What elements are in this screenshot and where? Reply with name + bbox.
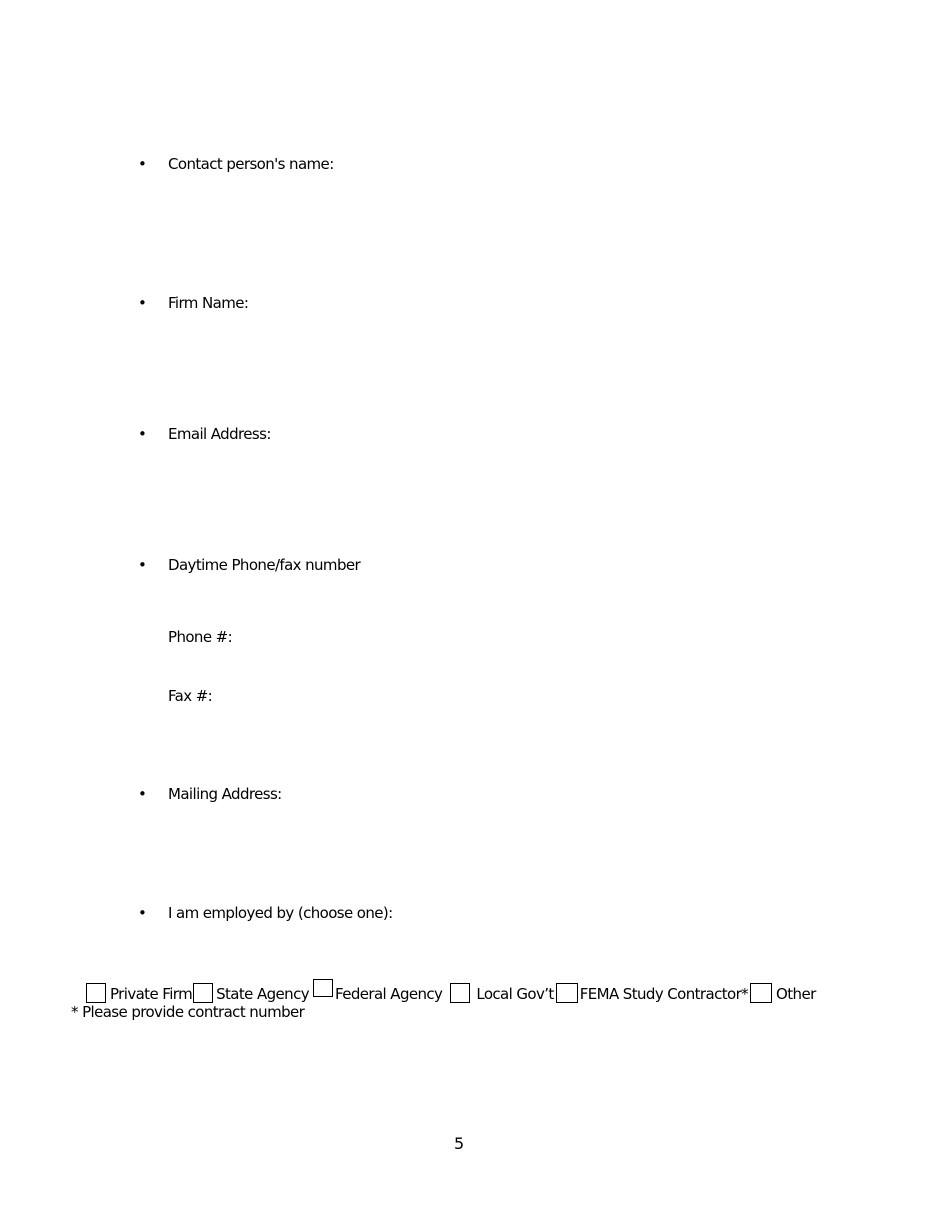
firm-name-label: Firm Name:	[168, 294, 249, 312]
private-firm-checkbox[interactable]	[86, 983, 106, 1003]
other-checkbox[interactable]	[750, 983, 772, 1003]
bullet-icon: •	[138, 294, 147, 312]
private-firm-option-label: Private Firm	[110, 985, 193, 1003]
contact-name-label: Contact person's name:	[168, 155, 334, 173]
federal-agency-checkbox[interactable]	[313, 979, 333, 997]
bullet-icon: •	[138, 155, 147, 173]
employed-by-label: I am employed by (choose one):	[168, 904, 393, 922]
local-gov-option-label: Local Gov’t	[476, 985, 554, 1003]
phone-label: Phone #:	[168, 628, 233, 646]
bullet-icon: •	[138, 425, 147, 443]
page-number: 5	[454, 1134, 465, 1153]
fema-contractor-checkbox[interactable]	[556, 983, 578, 1003]
email-label: Email Address:	[168, 425, 271, 443]
state-agency-checkbox[interactable]	[193, 983, 213, 1003]
bullet-icon: •	[138, 904, 147, 922]
fema-contractor-option-label: FEMA Study Contractor*	[579, 985, 749, 1003]
bullet-icon: •	[138, 556, 147, 574]
mailing-address-label: Mailing Address:	[168, 785, 282, 803]
federal-agency-option-label: Federal Agency	[335, 985, 443, 1003]
bullet-icon: •	[138, 785, 147, 803]
state-agency-option-label: State Agency	[216, 985, 310, 1003]
other-option-label: Other	[776, 985, 816, 1003]
phone-fax-label: Daytime Phone/fax number	[168, 556, 361, 574]
local-gov-checkbox[interactable]	[450, 983, 470, 1003]
fax-label: Fax #:	[168, 687, 213, 705]
contract-footnote: * Please provide contract number	[71, 1003, 305, 1021]
employer-options	[86, 977, 816, 1003]
